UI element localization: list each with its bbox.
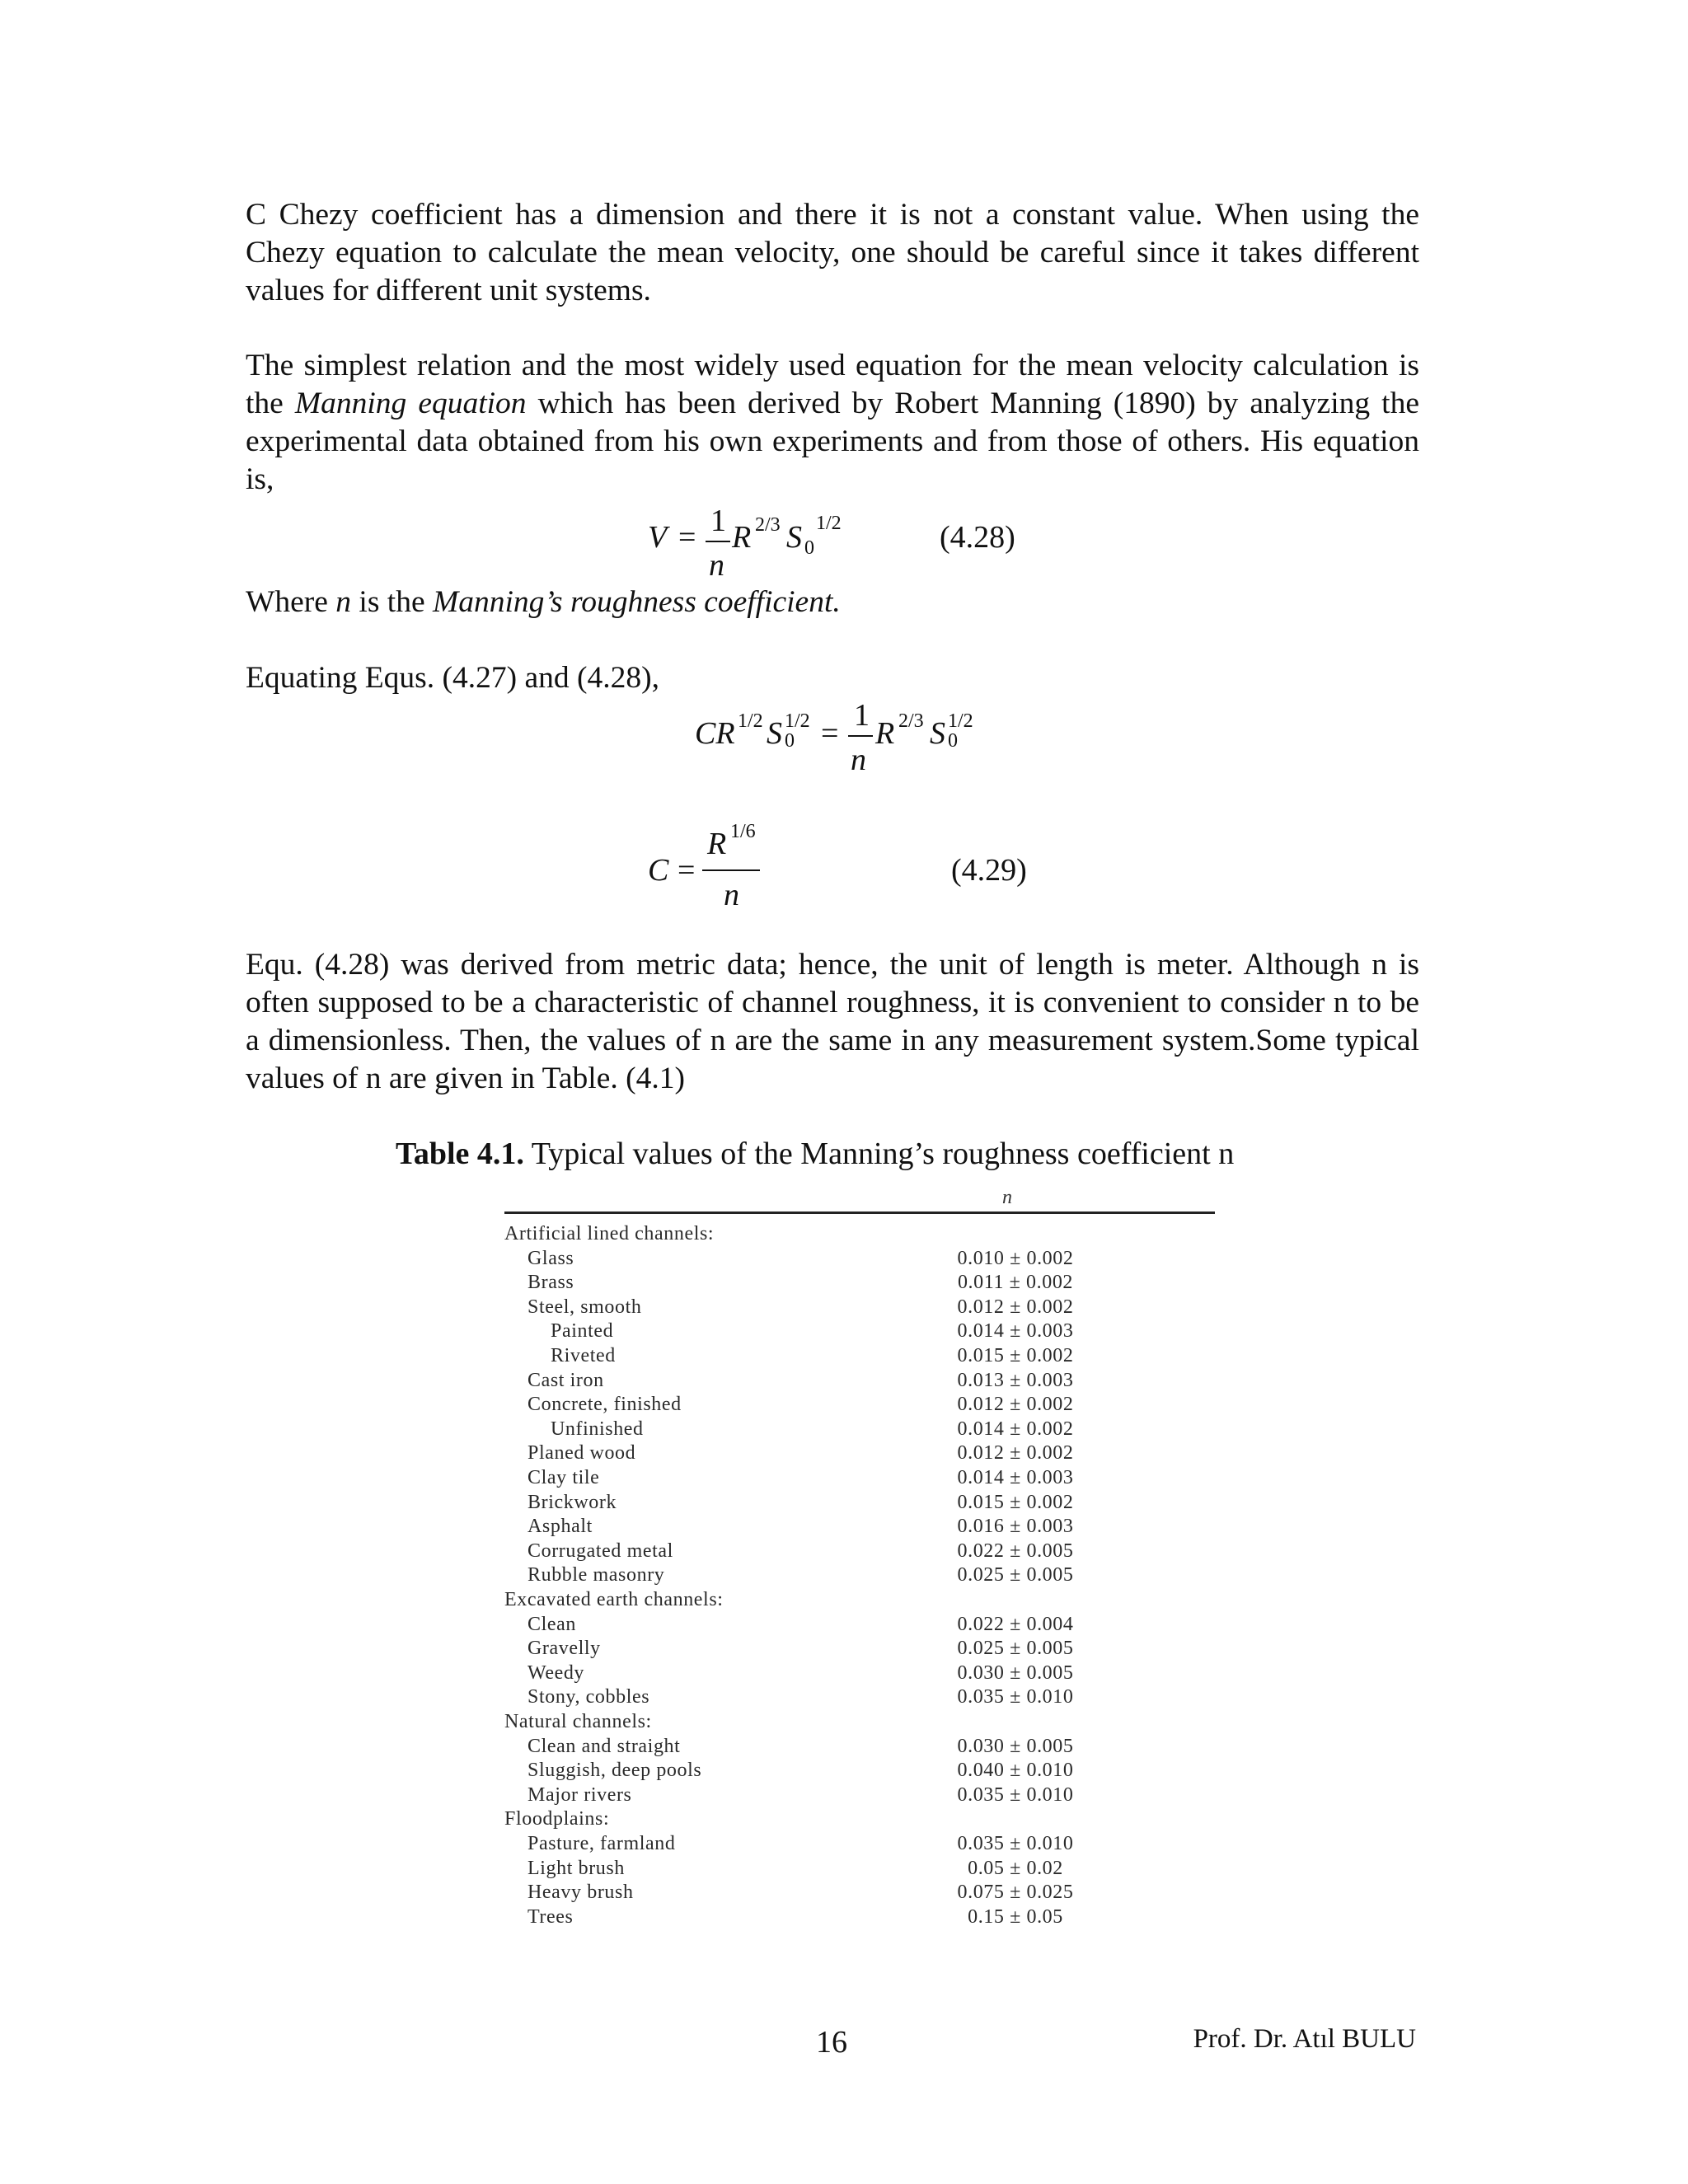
eq-fraction-bar <box>702 869 760 871</box>
table-row-value: 0.030 ± 0.005 <box>957 1661 1074 1684</box>
table-row-label: Clean and straight <box>528 1735 681 1757</box>
table-row-value: 0.012 ± 0.002 <box>957 1394 1074 1416</box>
table-row-label: Weedy <box>528 1661 585 1684</box>
table-row <box>504 1760 1215 1784</box>
table-row-label: Corrugated metal <box>528 1540 673 1562</box>
table-row-value: 0.022 ± 0.004 <box>957 1613 1074 1635</box>
table-row <box>504 1248 1215 1272</box>
eq-s-exponent: 1/2 <box>785 710 810 732</box>
table-row <box>504 1320 1215 1345</box>
paragraph-text: which has been derived by Robert Manning (1890) by analyzing the experimental data obtained from his own experiments and from those of others. His equation is, <box>246 387 1419 496</box>
eq-s-exponent: 1/2 <box>948 710 973 732</box>
eq-fraction-numerator: R <box>707 827 727 861</box>
table-row-label: Clay tile <box>528 1467 600 1488</box>
table-row-label: Rubble masonry <box>528 1564 665 1586</box>
table-category-label: Natural channels: <box>504 1711 652 1732</box>
table-row <box>504 1686 1215 1711</box>
eq-s: S <box>767 716 782 751</box>
eq-r-exponent: 2/3 <box>898 710 924 732</box>
table-caption <box>396 1136 1234 1172</box>
eq-cr: CR <box>695 716 735 751</box>
table-row-value: 0.015 ± 0.002 <box>957 1491 1074 1513</box>
eq-r-exponent: 2/3 <box>755 514 781 536</box>
table-row <box>504 1614 1215 1638</box>
table-row <box>504 1467 1215 1492</box>
table-row-value: 0.040 ± 0.010 <box>957 1760 1074 1782</box>
table-row <box>504 1833 1215 1858</box>
paragraph-text: The simplest relation and the most widely used equation for the mean velocity calculation is the <box>246 349 1419 420</box>
eq-s: S <box>930 716 945 751</box>
eq-numerator-exponent: 1/6 <box>730 821 756 842</box>
table-category-label: Artificial lined channels: <box>504 1223 715 1244</box>
table-row-value: 0.013 ± 0.003 <box>957 1369 1074 1391</box>
table-row-value: 0.014 ± 0.002 <box>957 1418 1074 1440</box>
table-caption-text: Typical values of the Manning’s roughness coefficient n <box>523 1137 1235 1171</box>
table-row-label: Clean <box>528 1613 576 1635</box>
table-row-value: 0.015 ± 0.002 <box>957 1345 1074 1366</box>
eq-s: S <box>786 520 802 555</box>
table-row-label: Concrete, finished <box>528 1394 682 1416</box>
table-row-label: Unfinished <box>551 1418 644 1440</box>
table-row-label: Brickwork <box>528 1491 617 1513</box>
table-row-label: Major rivers <box>528 1783 632 1806</box>
page-number: 16 <box>816 2025 847 2060</box>
table-row-label: Gravelly <box>528 1638 601 1660</box>
eq-fraction-numerator: 1 <box>854 698 870 733</box>
table-row-label: Glass <box>528 1247 574 1269</box>
variable-n: n <box>335 585 352 619</box>
manning-equation-term: Manning equation <box>294 387 527 420</box>
eq-equals: = <box>678 853 696 888</box>
table-row <box>504 1906 1215 1931</box>
paragraph-where-n <box>246 583 1419 621</box>
eq-s-subscript: 0 <box>948 730 958 752</box>
table-row-value: 0.15 ± 0.05 <box>968 1905 1063 1928</box>
table-row-value: 0.014 ± 0.003 <box>957 1320 1074 1343</box>
table-row <box>504 1516 1215 1540</box>
table-row-value: 0.030 ± 0.005 <box>957 1735 1074 1757</box>
eq-s-exponent: 1/2 <box>816 513 842 534</box>
footer-author: Prof. Dr. Atıl BULU <box>1193 2024 1416 2054</box>
table-row <box>504 1418 1215 1443</box>
table-row-value: 0.05 ± 0.02 <box>968 1857 1063 1879</box>
table-caption-label: Table 4.1. <box>396 1137 524 1171</box>
table-row-label: Pasture, farmland <box>528 1833 676 1854</box>
table-row-label: Light brush <box>528 1857 625 1879</box>
table-row-value: 0.035 ± 0.010 <box>957 1783 1074 1806</box>
table-row <box>504 1492 1215 1516</box>
eq-lhs-v: V <box>648 520 668 555</box>
eq-r-exponent: 1/2 <box>738 710 763 732</box>
eq-fraction-bar <box>706 541 730 542</box>
table-row <box>504 1296 1215 1321</box>
table-row <box>504 1711 1215 1736</box>
table-row-value: 0.016 ± 0.003 <box>957 1516 1074 1538</box>
table-row-value: 0.035 ± 0.010 <box>957 1686 1074 1708</box>
table-row <box>504 1589 1215 1614</box>
table-row <box>504 1540 1215 1565</box>
eq-fraction-denominator: n <box>851 743 866 777</box>
table-row <box>504 1858 1215 1882</box>
paragraph-manning-equation <box>246 347 1419 499</box>
equation-number-4-29: (4.29) <box>951 853 1027 888</box>
table-category-label: Floodplains: <box>504 1808 610 1830</box>
table-category-label: Excavated earth channels: <box>504 1589 724 1610</box>
table-row <box>504 1223 1215 1248</box>
table-row-label: Asphalt <box>528 1516 593 1538</box>
table-row <box>504 1662 1215 1687</box>
table-header-rule <box>504 1212 1215 1214</box>
table-row-value: 0.025 ± 0.005 <box>957 1564 1074 1586</box>
eq-fraction-bar <box>848 735 873 737</box>
paragraph-text: Where <box>246 585 336 619</box>
table-row-label: Painted <box>551 1320 614 1343</box>
table-row <box>504 1808 1215 1833</box>
table-row-label: Stony, cobbles <box>528 1686 650 1708</box>
eq-fraction-denominator: n <box>709 548 724 583</box>
table-row-value: 0.025 ± 0.005 <box>957 1638 1074 1660</box>
paragraph-chezy-coefficient: C Chezy coefficient has a dimension and there it is not a constant value. When using the Chezy equation to calculate the mean velocity, one should be careful since it takes different values for different unit systems. <box>246 198 1419 307</box>
table-row <box>504 1564 1215 1589</box>
table-header-n: n <box>1002 1187 1012 1208</box>
table-row <box>504 1736 1215 1760</box>
eq-equals: = <box>821 716 839 751</box>
table-row-value: 0.035 ± 0.010 <box>957 1833 1074 1854</box>
table-row-label: Heavy brush <box>528 1882 634 1904</box>
eq-s-subscript: 0 <box>785 730 795 752</box>
table-row <box>504 1882 1215 1906</box>
table-row-value: 0.011 ± 0.002 <box>957 1272 1074 1294</box>
table-row-label: Trees <box>528 1905 574 1928</box>
table-row-value: 0.022 ± 0.005 <box>957 1540 1074 1562</box>
eq-r: R <box>875 716 895 751</box>
eq-lhs-c: C <box>648 853 669 888</box>
paragraph-equating: Equating Equs. (4.27) and (4.28), <box>246 661 659 695</box>
manning-roughness-term: Manning’s roughness coefficient. <box>433 585 841 619</box>
eq-s-subscript: 0 <box>804 537 814 559</box>
table-row-label: Cast iron <box>528 1369 604 1391</box>
paragraph-metric-data: Equ. (4.28) was derived from metric data; hence, the unit of length is meter. Although n is often supposed to be a characteristic of channel roughness, it is convenient to consider n to be a dimensionless. Then, the values of n are the same in any measurement system.Some typical values of n are given in Table. (4.1) <box>246 948 1419 1095</box>
table-row-value: 0.012 ± 0.002 <box>957 1296 1074 1318</box>
eq-r: R <box>732 520 752 555</box>
table-row-label: Sluggish, deep pools <box>528 1760 702 1782</box>
eq-fraction-denominator: n <box>724 878 739 912</box>
eq-fraction-numerator: 1 <box>710 504 726 538</box>
table-row-label: Brass <box>528 1272 574 1294</box>
table-row <box>504 1272 1215 1296</box>
table-row <box>504 1394 1215 1418</box>
table-row <box>504 1370 1215 1394</box>
equation-number-4-28: (4.28) <box>940 520 1015 555</box>
table-row <box>504 1345 1215 1370</box>
table-row <box>504 1442 1215 1467</box>
table-row-value: 0.010 ± 0.002 <box>957 1247 1074 1269</box>
table-row-label: Riveted <box>551 1345 616 1366</box>
table-row-label: Planed wood <box>528 1442 636 1465</box>
table-row <box>504 1638 1215 1662</box>
table-row-value: 0.014 ± 0.003 <box>957 1467 1074 1488</box>
eq-equals: = <box>678 520 696 555</box>
table-row-label: Steel, smooth <box>528 1296 642 1318</box>
table-row-value: 0.075 ± 0.025 <box>957 1882 1074 1904</box>
table-row <box>504 1784 1215 1809</box>
paragraph-text: is the <box>351 585 433 619</box>
table-row-value: 0.012 ± 0.002 <box>957 1442 1074 1465</box>
